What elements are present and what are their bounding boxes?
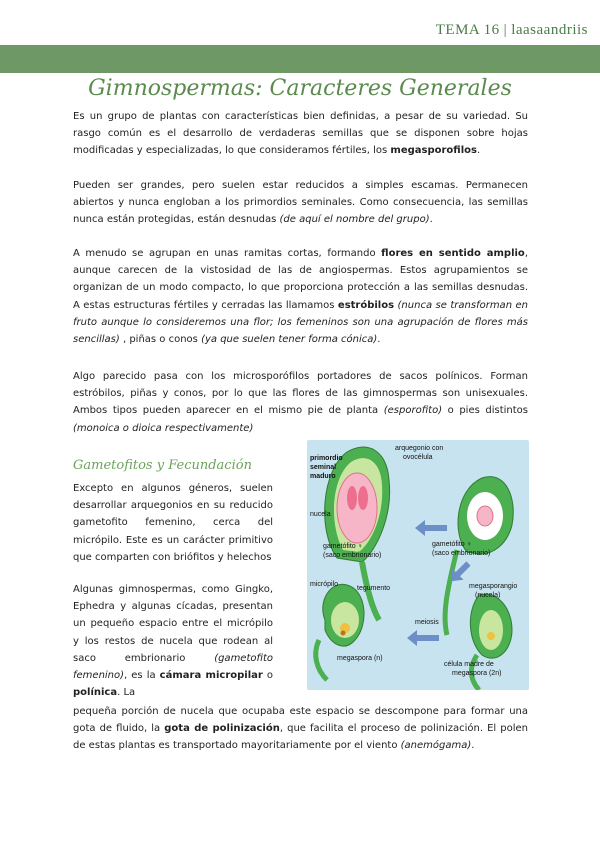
header-label [436, 22, 588, 39]
arrow-left-icon [415, 520, 447, 536]
ovule-diagram-svg [307, 440, 529, 690]
paragraph-4: Algo parecido pasa con los microsporófilos portadores de sacos polínicos. Forman estróbilos, piñas y conos, por lo que las flores de las gimnospermas son unisexuales. Ambos tipos pueden aparecer en el mismo pie de planta (esporofito) o pies distintos (monoica o dioica respectivamente) [73, 371, 528, 434]
paragraph-1: Es un grupo de plantas con características bien definidas, a pesar de su variedad. Su rasgo común es el desarrollo de verdaderas semillas que se disponen sobre hojas modificadas y especializadas, lo que consideramos fértiles, los megasporofilos. [73, 111, 528, 157]
arrow-left-2-icon [407, 630, 439, 646]
label-megaspora: megaspora (n) [337, 655, 383, 662]
paragraph-6: Algunas gimnospermas, como Gingko, Ephedra y algunas cícadas, presentan un pequeño espacio entre el micrópilo y los restos de nucela que rodean al saco embrionario (gametofito femenino), es la cámara micropilar o polínica. La [73, 584, 274, 699]
paragraph-2: Pueden ser grandes, pero suelen estar reducidos a simples escamas. Permanecen abiertos y nunca engloban a los primordios seminales. Como consecuencia, las semillas nunca están protegidas, están desnudas (de aquí el nombre del grupo). [73, 180, 528, 226]
paragraph-3: A menudo se agrupan en unas ramitas cortas, formando flores en sentido amplio, aunque carecen de la vistosidad de las de angiospermas. Estos agrupamientos se organizan de un modo compacto, lo que proporciona protección a las semillas desnudas. A estas estructuras fértiles y cerradas las llamamos estróbilos (nunca se transforman en fruto aunque lo consideremos una flor; los femeninos son una agrupación de flores más sencillas) , piñas o conos (ya que suelen tener forma cónica). [73, 248, 528, 346]
label-celula-madre-2: megaspora (2n) [452, 670, 502, 677]
label-nucela: nucela [310, 511, 331, 518]
label-megasporangio: megasporangio [469, 583, 518, 590]
label-ovocelula: ovocélula [403, 454, 433, 461]
label-micropilo: micrópilo [310, 581, 339, 588]
author-label: laasaandriis [511, 22, 588, 38]
megaspore-ovule-illustration [316, 584, 364, 680]
header-separator: | [503, 22, 508, 38]
label-primordio: primordio [310, 455, 343, 462]
ovule-diagram [307, 440, 529, 690]
section-heading: Gametofitos y Fecundación [73, 458, 252, 473]
label-meiosis: meiosis [415, 619, 439, 626]
paragraph-5: Excepto en algunos géneros, suelen desarrollar arquegonios en su reducido gametofito femenino, cerca del micrópilo. Este es un carácter primitivo que comparten con briófitos y helechos [73, 483, 273, 563]
label-gametofito-2b: (saco embrionario) [432, 550, 491, 557]
label-gametofito-1b: (saco embrionario) [323, 552, 382, 559]
paragraph-7: pequeña porción de nucela que ocupaba este espacio se descompone para formar una gota de fluido, la gota de polinización, que facilita el proceso de polinización. El polen de estas plantas es transportado mayoritariamente por el viento (anemógama). [73, 706, 528, 752]
label-maduro: maduro [310, 473, 336, 480]
label-celula-madre-1: célula madre de [444, 661, 494, 668]
page-header [0, 0, 600, 45]
tema-label: TEMA 16 [435, 22, 500, 38]
label-arquegonio: arquegonio con [395, 445, 444, 452]
label-gametofito-2a: gametófito ♀ [432, 541, 472, 548]
label-gametofito-1a: gametófito ♀ [323, 543, 363, 550]
label-seminal: seminal [310, 464, 337, 471]
label-tegumento: tegumento [357, 585, 391, 592]
header-band [0, 45, 600, 73]
label-nucela-2: (nucela) [475, 592, 501, 599]
page-title: Gimnospermas: Caracteres Generales [88, 76, 512, 101]
